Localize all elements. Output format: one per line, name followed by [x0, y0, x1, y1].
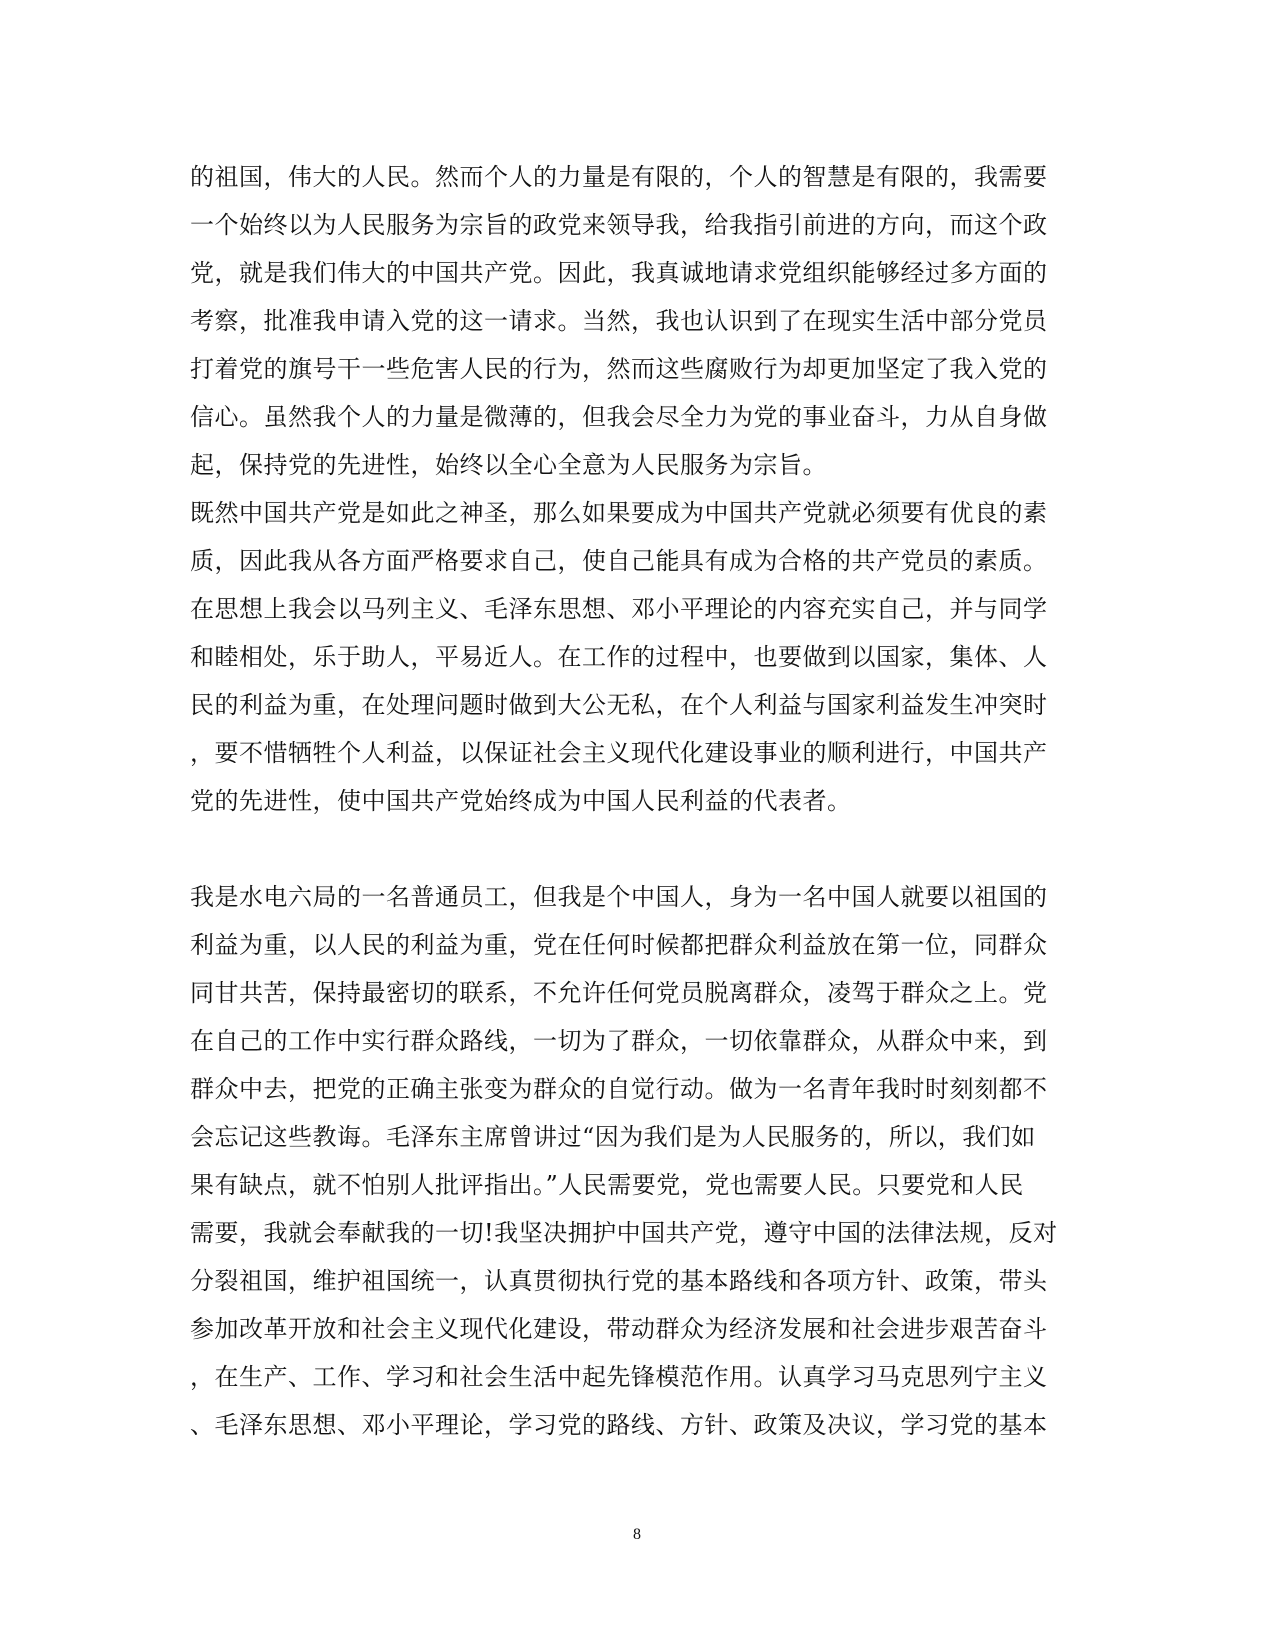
text-line: 打着党的旗号干一些危害人民的行为，然而这些腐败行为却更加坚定了我入党的: [190, 355, 1048, 383]
text-line: 党的先进性，使中国共产党始终成为中国人民利益的代表者。: [190, 787, 852, 815]
text-line: 和睦相处，乐于助人，平易近人。在工作的过程中，也要做到以国家，集体、人: [190, 643, 1048, 671]
text-line: 我是水电六局的一名普通员工，但我是个中国人，身为一名中国人就要以祖国的: [190, 883, 1048, 911]
text-line: 民的利益为重，在处理问题时做到大公无私，在个人利益与国家利益发生冲突时: [190, 691, 1048, 719]
text-line: 果有缺点，就不怕别人批评指出。”人民需要党，党也需要人民。只要党和人民: [190, 1171, 1024, 1199]
text-line: ，在生产、工作、学习和社会生活中起先锋模范作用。认真学习马克思列宁主义: [190, 1363, 1048, 1391]
text-line: 党，就是我们伟大的中国共产党。因此，我真诚地请求党组织能够经过多方面的: [190, 259, 1048, 287]
text-line: ，要不惜牺牲个人利益，以保证社会主义现代化建设事业的顺利进行，中国共产: [190, 739, 1048, 767]
text-line: 质，因此我从各方面严格要求自己，使自己能具有成为合格的共产党员的素质。: [190, 547, 1048, 575]
page-number: 8: [633, 1526, 641, 1543]
text-line: 考察，批准我申请入党的这一请求。当然，我也认识到了在现实生活中部分党员: [190, 307, 1048, 335]
text-line: 、毛泽东思想、邓小平理论，学习党的路线、方针、政策及决议，学习党的基本: [190, 1411, 1048, 1439]
text-line: 既然中国共产党是如此之神圣，那么如果要成为中国共产党就必须要有优良的素: [190, 499, 1048, 527]
text-line: 会忘记这些教诲。毛泽东主席曾讲过“因为我们是为人民服务的，所以，我们如: [190, 1123, 1036, 1151]
text-line: 在自己的工作中实行群众路线，一切为了群众，一切依靠群众，从群众中来，到: [190, 1027, 1048, 1055]
text-line: 利益为重，以人民的利益为重，党在任何时候都把群众利益放在第一位，同群众: [190, 931, 1048, 959]
paragraph-block-1: [190, 153, 1070, 825]
text-line: 分裂祖国，维护祖国统一，认真贯彻执行党的基本路线和各项方针、政策，带头: [190, 1267, 1048, 1295]
text-line: 起，保持党的先进性，始终以全心全意为人民服务为宗旨。: [190, 451, 827, 479]
text-line: 在思想上我会以马列主义、毛泽东思想、邓小平理论的内容充实自己，并与同学: [190, 595, 1048, 623]
text-line: 一个始终以为人民服务为宗旨的政党来领导我，给我指引前进的方向，而这个政: [190, 211, 1048, 239]
text-line: 群众中去，把党的正确主张变为群众的自觉行动。做为一名青年我时时刻刻都不: [190, 1075, 1048, 1103]
text-line: 同甘共苦，保持最密切的联系，不允许任何党员脱离群众，凌驾于群众之上。党: [190, 979, 1048, 1007]
text-line: 参加改革开放和社会主义现代化建设，带动群众为经济发展和社会进步艰苦奋斗: [190, 1315, 1048, 1343]
text-line: 的祖国，伟大的人民。然而个人的力量是有限的，个人的智慧是有限的，我需要: [190, 163, 1048, 191]
paragraph-block-2: [190, 873, 1070, 1449]
text-line: 需要，我就会奉献我的一切!我坚决拥护中国共产党，遵守中国的法律法规，反对: [190, 1219, 1058, 1247]
text-line: 信心。虽然我个人的力量是微薄的，但我会尽全力为党的事业奋斗，力从自身做: [190, 403, 1048, 431]
